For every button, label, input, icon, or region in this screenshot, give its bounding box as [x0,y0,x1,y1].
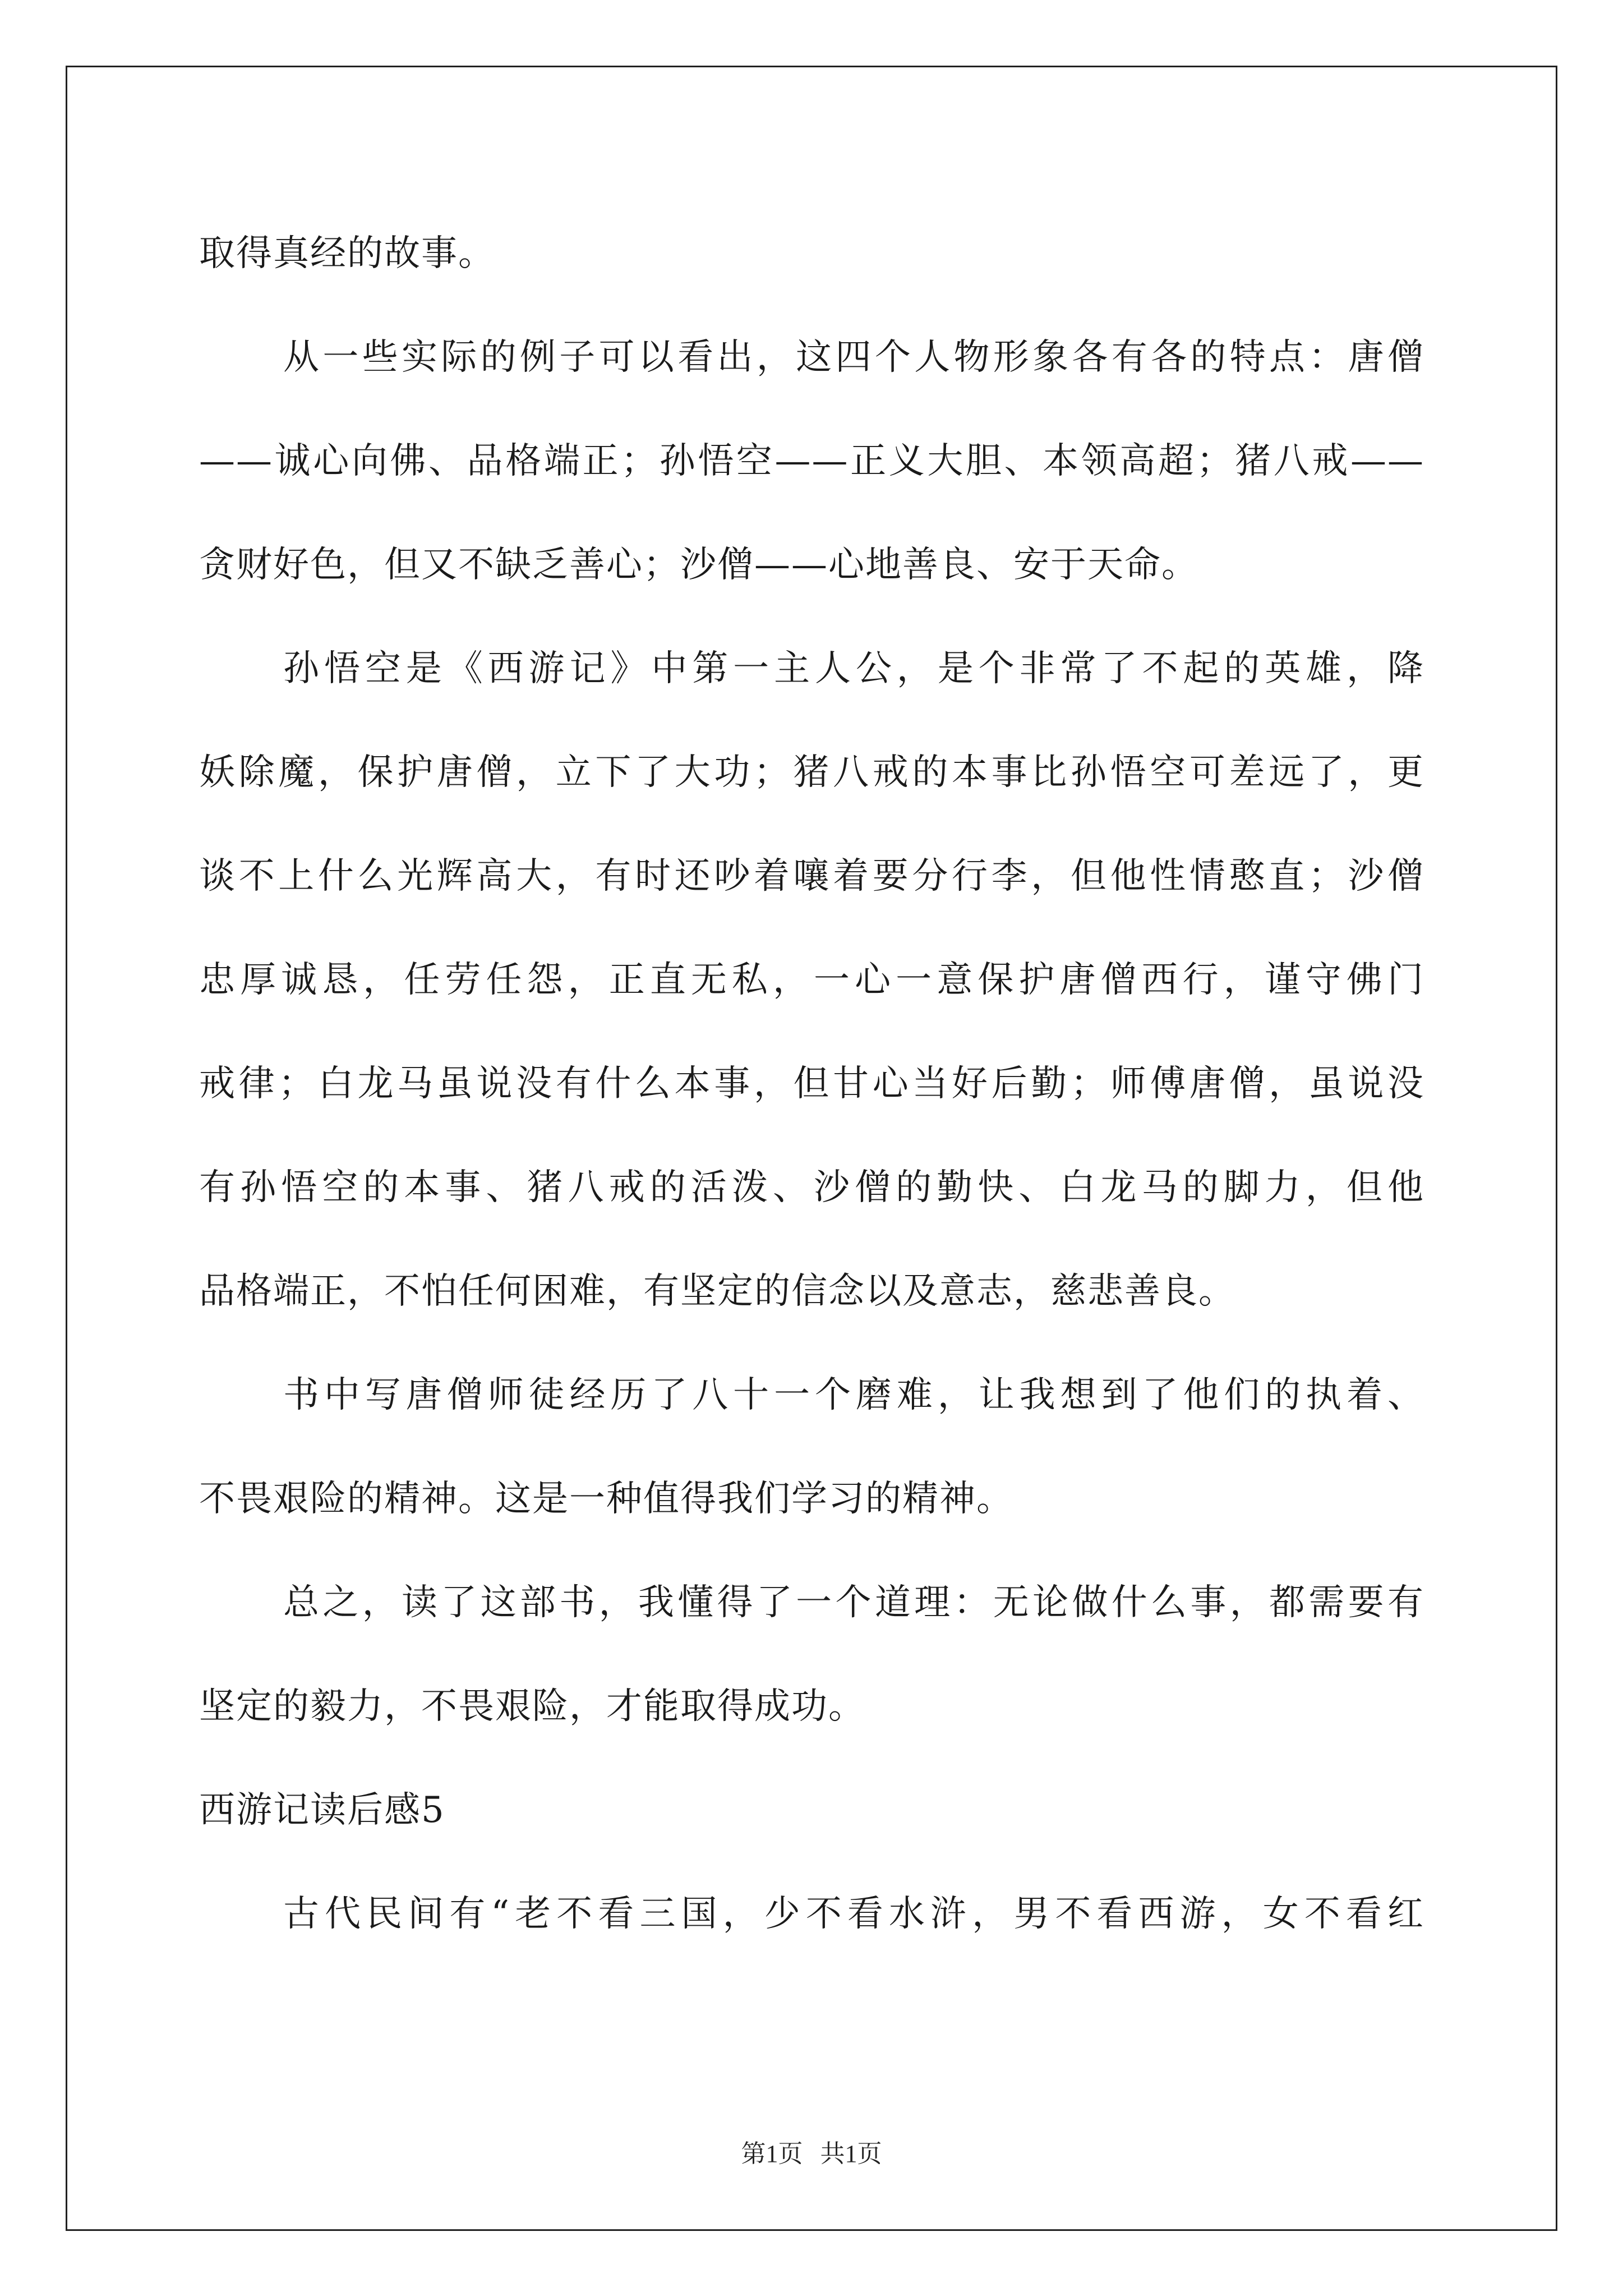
text-line: 有孙悟空的本事、猪八戒的活泼、沙僧的勤快、白龙马的脚力，但他 [199,1167,1424,1208]
page-number: 第1页 [741,2140,803,2168]
text-line: 坚定的毅力，不畏艰险，才能取得成功。 [199,1686,865,1727]
paragraph-start-line: 从一些实际的例子可以看出，这四个人物形象各有各的特点：唐僧 [283,337,1424,378]
text-line: 谈不上什么光辉高大，有时还吵着嚷着要分行李，但他性情憨直；沙僧 [199,855,1424,897]
text-line: 品格端正，不怕任何困难，有坚定的信念以及意志，慈悲善良。 [199,1271,1235,1312]
text-line: ——诚心向佛、品格端正；孙悟空——正义大胆、本领高超；猪八戒—— [199,440,1424,482]
section-heading: 西游记读后感5 [199,1789,445,1831]
text-line: 不畏艰险的精神。这是一种值得我们学习的精神。 [199,1478,1013,1520]
document-body [199,202,1424,1966]
paragraph-start-line: 孙悟空是《西游记》中第一主人公，是个非常了不起的英雄，降 [283,648,1424,689]
page-footer [0,2137,1623,2171]
paragraph-start-line: 书中写唐僧师徒经历了八十一个磨难，让我想到了他们的执着、 [283,1374,1424,1416]
text-line: 戒律；白龙马虽说没有什么本事，但甘心当好后勤；师傅唐僧，虽说没 [199,1063,1424,1105]
text-line: 贪财好色，但又不缺乏善心；沙僧——心地善良、安于天命。 [199,544,1198,586]
page-total: 共1页 [820,2140,882,2168]
text-line: 妖除魔，保护唐僧，立下了大功；猪八戒的本事比孙悟空可差远了，更 [199,752,1424,793]
text-line: 忠厚诚恳，任劳任怨，正直无私，一心一意保护唐僧西行，谨守佛门 [199,959,1424,1001]
paragraph-start-line: 古代民间有“老不看三国，少不看水浒，男不看西游，女不看红 [283,1893,1424,1935]
text-line: 取得真经的故事。 [199,233,495,274]
paragraph-start-line: 总之，读了这部书，我懂得了一个道理：无论做什么事，都需要有 [283,1582,1424,1623]
